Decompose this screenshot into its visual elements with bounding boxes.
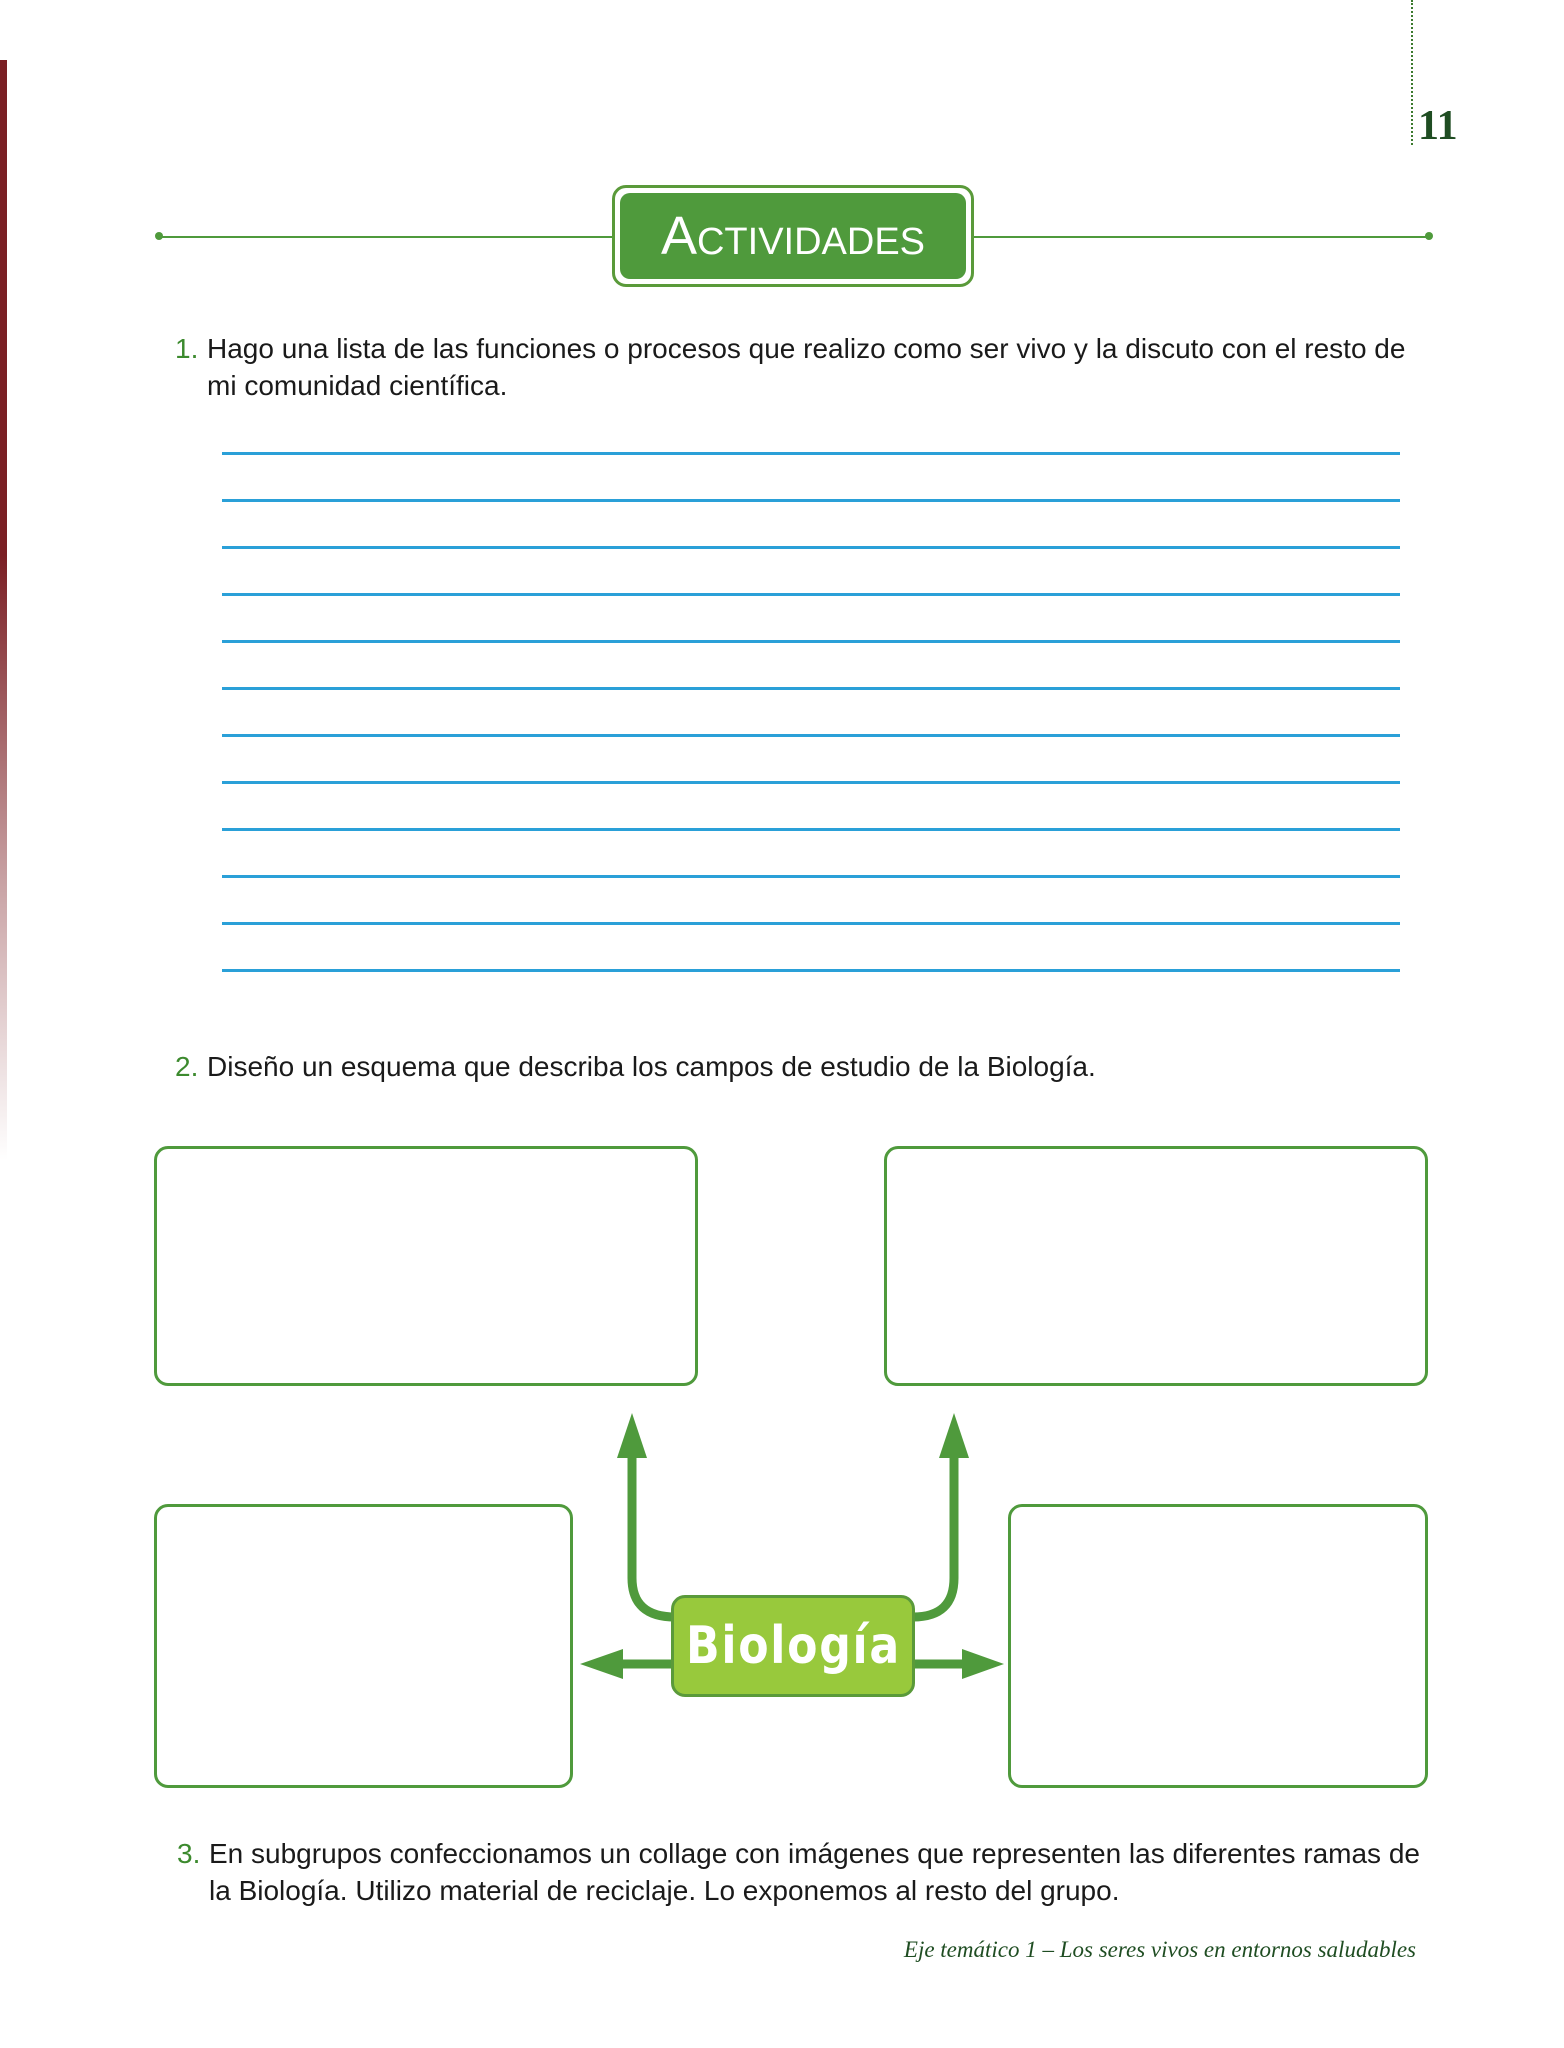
arrow-up-right-shaft	[913, 1452, 954, 1617]
activity-number: 1.	[175, 333, 199, 364]
activity-3	[177, 1835, 1439, 1909]
arrow-up-left-shaft	[632, 1452, 675, 1617]
arrow-up-left-head	[617, 1413, 647, 1458]
page-number: 11	[1418, 103, 1458, 149]
activity-text: Hago una lista de las funciones o procesos que realizo como ser vivo y la discuto con el resto de mi comunidad científica.	[207, 333, 1406, 401]
arrow-right-head	[962, 1649, 1004, 1679]
activity-number: 3.	[177, 1838, 201, 1869]
footer-theme: Eje temático 1 – Los seres vivos en entornos saludables	[903, 1937, 1416, 1962]
arrow-up-right-head	[939, 1413, 969, 1458]
activity-text: Diseño un esquema que describa los campos de estudio de la Biología.	[207, 1051, 1096, 1082]
arrow-left-head	[580, 1649, 623, 1679]
activity-text: En subgrupos confeccionamos un collage con imágenes que representen las diferentes ramas de la Biología. Utilizo material de reciclaje. Lo exponemos al resto del grupo.	[209, 1838, 1420, 1906]
biology-center-node	[671, 1595, 915, 1697]
section-title: Actividades	[660, 206, 926, 266]
biology-label: Biología	[685, 1616, 901, 1676]
activity-number: 2.	[175, 1051, 199, 1082]
